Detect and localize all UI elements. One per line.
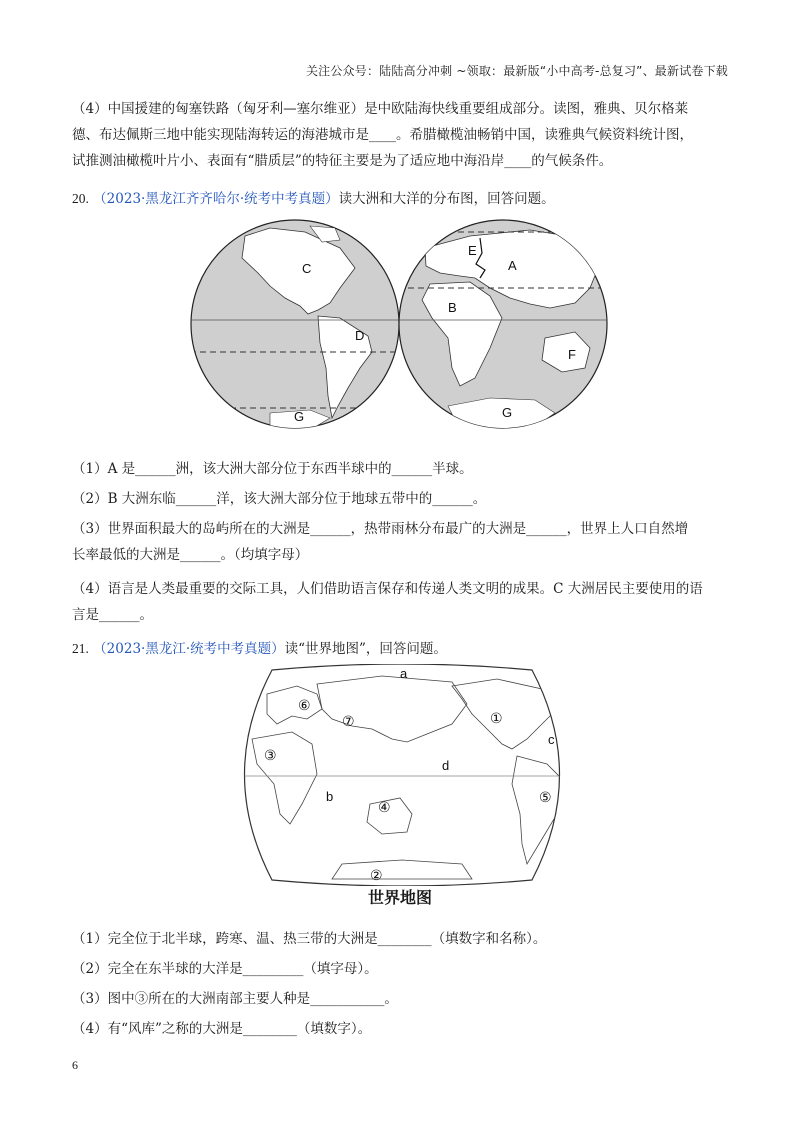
label-c: c: [548, 732, 555, 747]
page-header: 关注公众号：陆陆高分冲刺 ~领取：最新版“小中高考-总复习”、最新试卷下载: [305, 64, 728, 78]
q20-sub4-line2: 言是______。: [72, 607, 153, 623]
q20-number: 20.: [72, 191, 89, 206]
q21-sub2: （2）完全在东半球的大洋是_________（填字母）。: [72, 961, 378, 977]
label-D: D: [355, 328, 365, 343]
label-G-right: G: [502, 405, 513, 420]
label-7: ⑦: [342, 714, 355, 730]
q20-sub4-line1: （4）语言是人类最重要的交际工具，人们借助语言保存和传递人类文明的成果。C 大洲居民主要使用的语: [72, 581, 703, 597]
q21-sub1: （1）完全位于北半球，跨寒、温、热三带的大洲是________（填数字和名称）。: [72, 931, 547, 947]
q21-source: （2023·黑龙江·统考中考真题）: [93, 641, 285, 657]
q20-sub3-line2: 长率最低的大洲是______。（均填字母）: [72, 547, 309, 563]
label-b: b: [326, 789, 334, 804]
eastern-hemisphere: [398, 220, 610, 430]
q20-sub3: [72, 516, 730, 568]
label-C: C: [302, 261, 312, 276]
q20-prompt: 读大洲和大洋的分布图，回答问题。: [338, 191, 555, 207]
label-d: d: [442, 758, 450, 773]
q19-part4: [72, 96, 730, 174]
label-B: B: [448, 300, 457, 315]
page-number: 6: [72, 1058, 78, 1072]
q21-prompt: 读“世界地图”，回答问题。: [284, 641, 447, 657]
q19-part4-line1: （4）中国援建的匈塞铁路（匈牙利—塞尔维亚）是中欧陆海快线重要组成部分。读图，雅典、贝尔格莱: [72, 101, 689, 117]
q19-part4-line2: 德、布达佩斯三地中能实现陆海转运的海港城市是____。希腊橄榄油畅销中国，读雅典气候资料统计图，: [72, 127, 693, 143]
world-map-frame: [245, 664, 560, 886]
label-4: ④: [378, 800, 391, 816]
western-hemisphere: [190, 220, 400, 430]
label-2: ②: [370, 868, 383, 884]
label-1: ①: [490, 711, 503, 727]
q20-sub3-line1: （3）世界面积最大的岛屿所在的大洲是______，热带雨林分布最广的大洲是______，世界上人口自然增: [72, 521, 689, 537]
label-G-left: G: [294, 409, 305, 424]
hemispheres-map: [190, 218, 610, 430]
q19-part4-line3: 试推测油橄榄叶片小、表面有“腊质层”的特征主要是为了适应地中海沿岸____的气候条件。: [72, 153, 613, 169]
world-map-title: 世界地图: [367, 888, 432, 907]
label-F: F: [568, 347, 576, 362]
q21-sub4: （4）有“风库”之称的大洲是________（填数字）。: [72, 1021, 372, 1037]
label-A: A: [508, 258, 517, 273]
q21-heading: [72, 636, 730, 662]
q20-sub1: （1）A 是______洲，该大洲大部分位于东西半球中的______半球。: [72, 461, 473, 477]
q21-number: 21.: [72, 641, 89, 656]
q20-heading: [72, 186, 730, 212]
label-5: ⑤: [539, 790, 552, 806]
label-E: E: [468, 243, 477, 258]
q21-sub3: （3）图中③所在的大洲南部主要人种是___________。: [72, 991, 398, 1007]
q20-source: （2023·黑龙江齐齐哈尔·统考中考真题）: [93, 191, 339, 207]
world-map: [222, 664, 582, 886]
q20-sub2: （2）B 大洲东临______洋，该大洲大部分位于地球五带中的______。: [72, 491, 487, 507]
q20-sub4: [72, 576, 730, 628]
label-6: ⑥: [298, 698, 311, 714]
label-3: ③: [264, 748, 277, 764]
label-a: a: [400, 666, 408, 681]
